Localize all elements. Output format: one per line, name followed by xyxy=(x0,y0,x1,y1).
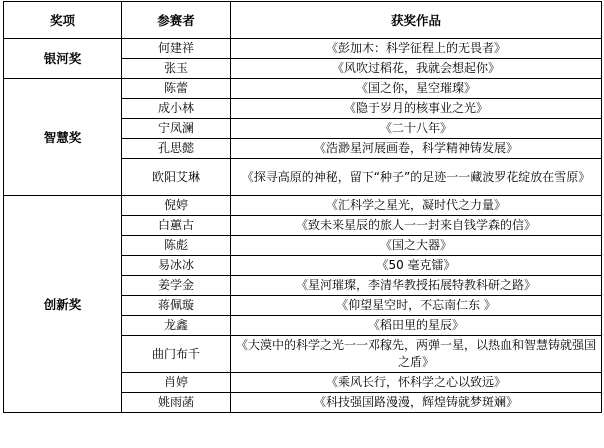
award-work-title: 《国之大器》 xyxy=(231,236,602,256)
participant-name: 成小林 xyxy=(122,99,231,119)
award-work-title: 《50 毫克镭》 xyxy=(231,256,602,276)
award-work-title: 《乘风长行，怀科学之心以致远》 xyxy=(231,373,602,393)
award-work-title: 《科技强国路漫漫，辉煌铸就梦斑斓》 xyxy=(231,393,602,413)
participant-name: 曲门布千 xyxy=(122,336,231,373)
participant-name: 龙鑫 xyxy=(122,316,231,336)
award-work-title: 《二十八年》 xyxy=(231,119,602,139)
table-row xyxy=(4,196,602,216)
award-work-title: 《风吹过稻花，我就会想起你》 xyxy=(231,59,602,79)
table-row xyxy=(4,39,602,59)
award-category: 创新奖 xyxy=(4,196,122,413)
award-work-title: 《国之你，星空璀璨》 xyxy=(231,79,602,99)
header-row xyxy=(4,2,602,39)
participant-name: 孔思懿 xyxy=(122,139,231,159)
table-body xyxy=(4,39,602,413)
participant-name: 何建祥 xyxy=(122,39,231,59)
award-work-title: 《彭加木：科学征程上的无畏者》 xyxy=(231,39,602,59)
award-work-title: 《大漠中的科学之光一一邓稼先，两弹一星，以热血和智慧铸就强国之盾》 xyxy=(231,336,602,373)
award-work-title: 《星河璀璨，李清华教授拓展特教科研之路》 xyxy=(231,276,602,296)
participant-name: 欧阳艾琳 xyxy=(122,159,231,196)
participant-name: 白蕙古 xyxy=(122,216,231,236)
participant-name: 蒋佩璇 xyxy=(122,296,231,316)
award-category: 智慧奖 xyxy=(4,79,122,196)
award-work-title: 《浩渺星河展画卷，科学精神铸发展》 xyxy=(231,139,602,159)
award-work-title: 《稻田里的星辰》 xyxy=(231,316,602,336)
participant-name: 姚雨菡 xyxy=(122,393,231,413)
header-award: 奖项 xyxy=(4,2,122,39)
participant-name: 陈蕾 xyxy=(122,79,231,99)
award-work-title: 《致未来星辰的旅人一一封来自钱学森的信》 xyxy=(231,216,602,236)
award-work-title: 《仰望星空时，不忘南仁东 》 xyxy=(231,296,602,316)
participant-name: 肖婷 xyxy=(122,373,231,393)
participant-name: 宁凤澜 xyxy=(122,119,231,139)
award-category: 银河奖 xyxy=(4,39,122,79)
header-work: 获奖作品 xyxy=(231,2,602,39)
header-participant: 参赛者 xyxy=(122,2,231,39)
participant-name: 倪婷 xyxy=(122,196,231,216)
award-work-title: 《汇科学之星光，凝时代之力量》 xyxy=(231,196,602,216)
participant-name: 张玉 xyxy=(122,59,231,79)
awards-table xyxy=(3,1,602,413)
participant-name: 姜学金 xyxy=(122,276,231,296)
award-work-title: 《隐于岁月的核事业之光》 xyxy=(231,99,602,119)
participant-name: 陈彪 xyxy=(122,236,231,256)
award-work-title: 《探寻高原的神秘，留下“种子”的足迹一一藏波罗花绽放在雪原》 xyxy=(231,159,602,196)
participant-name: 易冰冰 xyxy=(122,256,231,276)
table-row xyxy=(4,79,602,99)
